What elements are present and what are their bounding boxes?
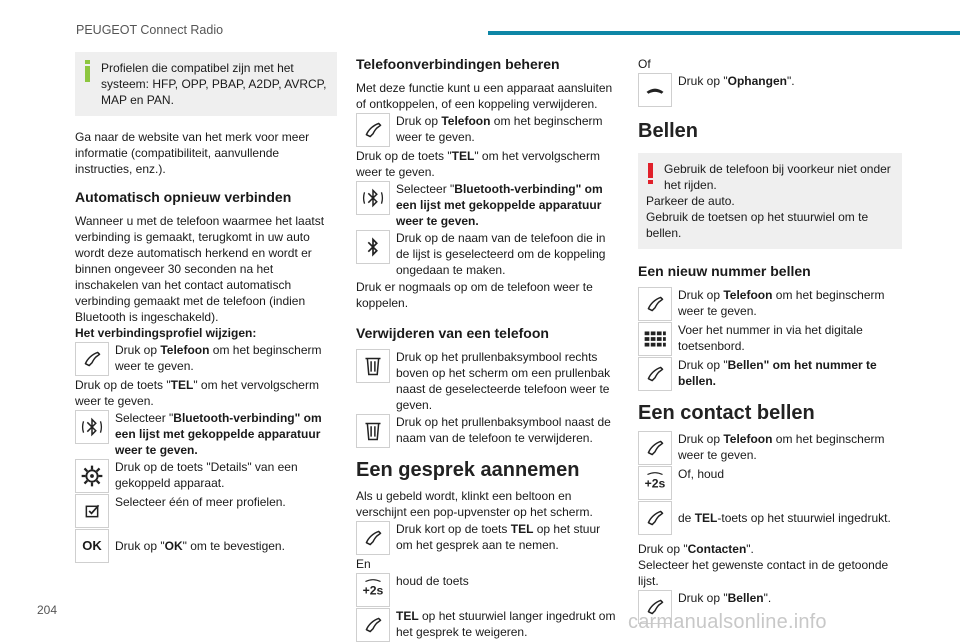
step-text: Druk op Telefoon om het beginscherm weer te geven. — [115, 343, 322, 373]
step-text: Druk op de naam van de telefoon die in de lijst is geselecteerd om de koppeling ongedaan te maken. — [396, 231, 606, 277]
manage-paragraph: Met deze functie kunt u een apparaat aansluiten of ontkoppelen, of een koppeling verwijderen. — [356, 81, 613, 111]
phone-icon — [356, 113, 390, 147]
step-phone — [638, 431, 902, 465]
heading-call-contact: Een contact bellen — [638, 402, 815, 424]
heading-new-number: Een nieuw nummer bellen — [638, 263, 811, 279]
info-box — [75, 52, 337, 116]
heading-delete-phone: Verwijderen van een telefoon — [356, 325, 549, 341]
warning-text-2: Parkeer de auto. — [646, 194, 735, 208]
step-trash-2 — [356, 414, 620, 448]
page-number: 204 — [37, 603, 58, 617]
step-phone — [356, 113, 620, 147]
warning-text-3: Gebruik de toetsen op het stuurwiel om te bellen. — [646, 210, 869, 240]
running-header: PEUGEOT Connect Radio — [76, 23, 224, 37]
tel-key-text: Druk op de toets "TEL" om het vervolgscherm weer te geven. — [356, 149, 600, 179]
bluetooth-icon — [356, 181, 390, 215]
step-text: Druk op "OK" om te bevestigen. — [115, 539, 285, 553]
keypad-icon — [638, 322, 672, 356]
contacts-text: Druk op "Contacten". — [638, 542, 754, 556]
en-text: En — [356, 557, 371, 571]
header-accent-bar — [488, 31, 960, 35]
info-text: Profielen die compatibel zijn met het systeem: HFP, OPP, PBAP, A2DP, AVRCP, MAP en PAN. — [101, 61, 327, 107]
tel-key-text: Druk op de toets "TEL" om het vervolgscherm weer te geven. — [75, 378, 319, 408]
phone-icon — [356, 521, 390, 555]
step-keypad — [638, 322, 902, 356]
profile-title: Het verbindingsprofiel wijzigen: — [75, 326, 257, 340]
hang-up-icon — [638, 73, 672, 107]
auto-reconnect-paragraph: Wanneer u met de telefoon waarmee het laatst verbinding is gemaakt, terugkomt in uw auto wordt deze automatisch herkend en wordt er binnen ongeveer 30 seconden na het inschakelen van het contact automatisch verbinding gemaakt met de telefoon (indien Bluetooth is ingeschakeld). — [75, 214, 325, 324]
step-text: Selecteer "Bluetooth-verbinding" om een lijst met gekoppelde apparatuur weer te geven. — [115, 411, 322, 457]
heading-answer-call: Een gesprek aannemen — [356, 459, 580, 481]
step-text: Druk kort op de toets TEL op het stuur om het gesprek aan te nemen. — [396, 522, 601, 552]
step-text: Druk op "Bellen" om het nummer te bellen. — [678, 358, 877, 388]
step-text: Selecteer één of meer profielen. — [115, 495, 286, 509]
step-text: Druk op het prullenbaksymbool rechts boven op het scherm om een prullenbak naast de geselecteerde telefoon weer te geven. — [396, 350, 611, 412]
phone-icon — [75, 342, 109, 376]
step-bluetooth — [356, 181, 620, 229]
step-text: Druk op "Ophangen". — [678, 74, 795, 88]
column-2 — [356, 52, 620, 643]
step-text: Druk op Telefoon om het beginscherm weer te geven. — [678, 432, 885, 462]
phone-icon — [356, 608, 390, 642]
step-tel-key — [638, 501, 902, 535]
step-reject — [356, 608, 620, 642]
step-phone — [75, 342, 337, 376]
step-hangup — [638, 73, 902, 107]
warning-text: Gebruik de telefoon bij voorkeur niet onder het rijden. — [664, 162, 891, 192]
select-contact-text: Selecteer het gewenste contact in de getoonde lijst. — [638, 558, 889, 588]
step-text: Druk op de toets "Details" van een gekoppeld apparaat. — [115, 460, 298, 490]
step-text: Druk op "Bellen". — [678, 591, 772, 605]
step-hold-key — [356, 573, 620, 607]
step-profiles — [75, 494, 337, 528]
heading-manage-connections: Telefoonverbindingen beheren — [356, 56, 560, 72]
hold-2s-icon — [638, 466, 672, 500]
website-paragraph: Ga naar de website van het merk voor meer informatie (compatibiliteit, aanvullende instructies, enz.). — [75, 130, 310, 176]
step-ok — [75, 529, 337, 563]
phone-icon — [638, 287, 672, 321]
repair-text: Druk er nogmaals op om de telefoon weer te koppelen. — [356, 280, 593, 310]
step-text: Selecteer "Bluetooth-verbinding" om een lijst met gekoppelde apparatuur weer te geven. — [396, 182, 603, 228]
gear-icon — [75, 459, 109, 493]
step-bluetooth — [75, 410, 337, 458]
checkbox-icon — [75, 494, 109, 528]
of-text: Of — [638, 57, 651, 71]
step-text: de TEL-toets op het stuurwiel ingedrukt. — [678, 511, 891, 525]
step-hold-key — [638, 466, 902, 500]
heading-bellen: Bellen — [638, 120, 699, 142]
step-unpair — [356, 230, 620, 278]
ok-icon: OK — [75, 529, 109, 563]
step-text: TEL op het stuurwiel langer ingedrukt om het gesprek te weigeren. — [396, 609, 616, 639]
answer-paragraph: Als u gebeld wordt, klinkt een beltoon en verschijnt een pop-upvenster op het scherm. — [356, 489, 593, 519]
warning-box — [638, 153, 902, 249]
column-1 — [75, 52, 337, 564]
phone-icon — [638, 501, 672, 535]
step-phone — [638, 287, 902, 321]
step-text: Druk op Telefoon om het beginscherm weer te geven. — [396, 114, 603, 144]
step-answer — [356, 521, 620, 555]
bluetooth-icon — [75, 410, 109, 444]
bluetooth-plain-icon — [356, 230, 390, 264]
info-icon — [83, 60, 95, 86]
step-text: Voer het nummer in via het digitale toetsenbord. — [678, 323, 863, 353]
step-text: Druk op Telefoon om het beginscherm weer te geven. — [678, 288, 885, 318]
heading-auto-reconnect: Automatisch opnieuw verbinden — [75, 189, 292, 205]
hold-2s-icon — [356, 573, 390, 607]
trash-icon — [356, 414, 390, 448]
step-trash-1 — [356, 349, 620, 413]
phone-icon — [638, 431, 672, 465]
step-text: Of, houd — [678, 467, 725, 481]
warning-icon — [646, 161, 658, 189]
step-text: Druk op het prullenbaksymbool naast de naam van de telefoon te verwijderen. — [396, 415, 611, 445]
trash-icon — [356, 349, 390, 383]
column-3 — [638, 52, 902, 625]
phone-icon — [638, 357, 672, 391]
step-call-number — [638, 357, 902, 391]
watermark: carmanualsonline.info — [628, 611, 827, 633]
step-details — [75, 459, 337, 493]
step-text: houd de toets — [396, 574, 469, 588]
